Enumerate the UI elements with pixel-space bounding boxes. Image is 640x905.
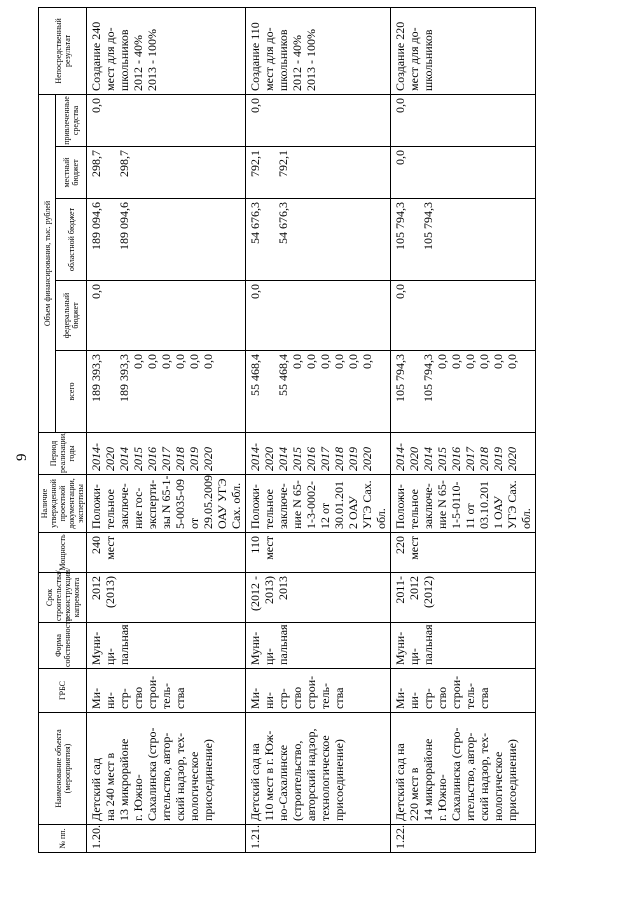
cell-line: Сах. обл. xyxy=(229,482,243,529)
cell-federal xyxy=(391,281,536,351)
cell-capacity xyxy=(391,533,536,573)
cell-private xyxy=(391,94,536,146)
cell-line: ства xyxy=(332,687,346,709)
cell-line: мест для до- xyxy=(407,27,421,91)
header-federal: федеральный бюджет xyxy=(56,281,87,351)
cell-line: 2013) xyxy=(262,576,276,604)
cell-line: 2019 xyxy=(346,447,360,471)
cell-line: школьников xyxy=(276,29,290,91)
cell-line: Детский сад на xyxy=(393,743,407,821)
cell-federal xyxy=(87,281,246,351)
cell-line: 220 xyxy=(393,536,407,554)
header-regional: областной бюджет xyxy=(56,199,87,281)
cell-line: 2020 xyxy=(505,447,519,471)
table-row xyxy=(391,7,536,852)
cell-line: строи- xyxy=(304,675,318,709)
cell-line: ци- xyxy=(103,648,117,665)
page-number: 9 xyxy=(14,453,30,461)
cell-local xyxy=(391,147,536,199)
cell-line: пальная xyxy=(421,624,435,665)
cell-line: 2014 xyxy=(421,447,435,471)
cell-line: г. Южно- xyxy=(435,774,449,821)
cell-line: 1 ОАУ xyxy=(491,495,505,529)
cell-line: строи- xyxy=(449,675,463,709)
cell-line: 54 676,3 xyxy=(248,202,262,244)
cell-line xyxy=(407,354,421,429)
cell-line: 29.05.2009 xyxy=(201,475,215,529)
cell-result xyxy=(391,7,536,94)
header-term: Срок строительства/реконструкции/капремонта xyxy=(39,573,87,623)
cell-name xyxy=(391,713,536,825)
header-num: № пп. xyxy=(39,825,87,853)
cell-line: тель- xyxy=(159,682,173,709)
cell-num: 1.21. xyxy=(246,825,391,853)
header-result: Непосредственный результат xyxy=(39,7,87,94)
cell-line xyxy=(262,202,276,277)
cell-term xyxy=(87,573,246,623)
cell-line: ОАУ УГЭ xyxy=(215,478,229,529)
cell-line: 1-5-0110- xyxy=(449,481,463,529)
table-row xyxy=(87,7,246,852)
cell-line: 2014 xyxy=(276,447,290,471)
cell-total xyxy=(391,351,536,433)
cell-grbs xyxy=(391,669,536,713)
cell-line: 0,0 xyxy=(332,354,346,369)
cell-line: ние N 65- xyxy=(435,480,449,529)
cell-line xyxy=(103,150,117,195)
cell-private xyxy=(246,94,391,146)
cell-line: 2020 xyxy=(407,447,421,471)
header-private: привлеченные средства xyxy=(56,94,87,146)
cell-line: 2 ОАУ xyxy=(346,495,360,529)
cell-form xyxy=(391,623,536,669)
cell-line: мест xyxy=(262,536,276,560)
cell-line: 0,0 xyxy=(89,284,103,299)
cell-private xyxy=(87,94,246,146)
cell-line: мест xyxy=(407,536,421,560)
cell-line: ни- xyxy=(103,692,117,709)
cell-line: Положи- xyxy=(393,484,407,529)
cell-form xyxy=(246,623,391,669)
cell-line: 2015 xyxy=(435,447,449,471)
cell-line: 2020 xyxy=(103,447,117,471)
cell-line: 2013 - 100% xyxy=(304,28,318,91)
cell-line xyxy=(103,202,117,277)
cell-line: мест для до- xyxy=(103,27,117,91)
cell-line: 0,0 xyxy=(304,354,318,369)
cell-line: 189 393,3 xyxy=(89,354,103,402)
cell-line: присоединение) xyxy=(332,739,346,821)
cell-line: 105 794,3 xyxy=(421,202,435,250)
cell-line: обл. xyxy=(519,508,533,529)
cell-line: 2018 xyxy=(332,447,346,471)
header-capacity: Мощность xyxy=(39,533,87,573)
cell-total xyxy=(246,351,391,433)
cell-line: 189 393,3 xyxy=(117,354,131,402)
cell-form xyxy=(87,623,246,669)
cell-line: 30.01.201 xyxy=(332,481,346,529)
cell-line: ство xyxy=(131,686,145,709)
cell-line: 0,0 xyxy=(159,354,173,369)
cell-line: 0,0 xyxy=(505,354,519,369)
cell-line: школьников xyxy=(421,29,435,91)
cell-regional xyxy=(391,199,536,281)
cell-line: 0,0 xyxy=(145,354,159,369)
cell-line: УГЭ Сах. xyxy=(360,480,374,529)
cell-num: 1.20. xyxy=(87,825,246,853)
cell-line: 105 794,3 xyxy=(393,354,407,402)
cell-line: ский надзор, тех- xyxy=(477,732,491,821)
cell-line: 0,0 xyxy=(131,354,145,369)
cell-line: присоединение) xyxy=(201,739,215,821)
cell-line: Ми- xyxy=(248,687,262,709)
cell-line: ни- xyxy=(407,692,421,709)
cell-line: 2020 xyxy=(201,447,215,471)
cell-line: 03.10.201 xyxy=(477,481,491,529)
cell-line: УГЭ Сах. xyxy=(505,480,519,529)
cell-result xyxy=(246,7,391,94)
cell-line: Детский сад xyxy=(89,758,103,821)
cell-line: Сахалинска (стро- xyxy=(449,727,463,821)
cell-line: 105 794,3 xyxy=(421,354,435,402)
cell-local xyxy=(246,147,391,199)
cell-line: стр- xyxy=(276,688,290,709)
cell-period xyxy=(87,433,246,475)
cell-local xyxy=(87,147,246,199)
cell-line: ства xyxy=(477,687,491,709)
header-row xyxy=(39,7,56,852)
cell-docs xyxy=(246,475,391,533)
cell-capacity xyxy=(87,533,246,573)
cell-line: Положи- xyxy=(248,484,262,529)
cell-result xyxy=(87,7,246,94)
cell-line: 2012 xyxy=(89,576,103,600)
cell-line: Создание 110 xyxy=(248,22,262,91)
cell-name xyxy=(87,713,246,825)
cell-line: 2016 xyxy=(449,447,463,471)
cell-line: (2012 - xyxy=(248,576,262,611)
cell-line: 2015 xyxy=(290,447,304,471)
cell-line: пальная xyxy=(276,624,290,665)
cell-line: 0,0 xyxy=(463,354,477,369)
cell-line: 0,0 xyxy=(393,150,407,165)
cell-line: 54 676,3 xyxy=(276,202,290,244)
cell-line: 2014- xyxy=(393,443,407,471)
cell-grbs xyxy=(87,669,246,713)
cell-num: 1.22. xyxy=(391,825,536,853)
cell-line: технологическое xyxy=(318,735,332,821)
cell-line xyxy=(262,150,276,195)
cell-period xyxy=(391,433,536,475)
cell-line: мест xyxy=(103,536,117,560)
cell-line: 0,0 xyxy=(346,354,360,369)
cell-line: 2015 xyxy=(131,447,145,471)
cell-line: 2019 xyxy=(187,447,201,471)
header-name: Наименование объекта (мероприятия) xyxy=(39,713,87,825)
cell-line: заключе- xyxy=(117,483,131,529)
cell-line: 5-0035-09 xyxy=(173,479,187,529)
header-local: местный бюджет xyxy=(56,147,87,199)
cell-line: 0,0 xyxy=(449,354,463,369)
cell-line: 12 от xyxy=(318,502,332,529)
cell-line: г. Южно- xyxy=(131,774,145,821)
cell-line: от xyxy=(187,517,201,529)
cell-line: 11 от xyxy=(463,503,477,529)
cell-line: 0,0 xyxy=(248,284,262,299)
cell-line: 2011- xyxy=(393,576,407,604)
cell-line: Создание 220 xyxy=(393,21,407,91)
cell-line: 55 468,4 xyxy=(248,354,262,396)
cell-regional xyxy=(87,199,246,281)
cell-line: мест для до- xyxy=(262,27,276,91)
cell-line: 2012 - 40% xyxy=(290,34,304,91)
cell-line: ительство, автор- xyxy=(159,732,173,821)
cell-line: 2017 xyxy=(463,447,477,471)
cell-line: тельное xyxy=(262,489,276,529)
cell-line: заключе- xyxy=(421,483,435,529)
cell-line: 2014 xyxy=(117,447,131,471)
cell-line: тельное xyxy=(103,489,117,529)
cell-term xyxy=(246,573,391,623)
funding-table xyxy=(38,7,536,853)
cell-line: ние гос- xyxy=(131,487,145,529)
cell-docs xyxy=(87,475,246,533)
cell-line: 0,0 xyxy=(491,354,505,369)
cell-line: Положи- xyxy=(89,484,103,529)
cell-line: 0,0 xyxy=(393,97,407,113)
cell-line: 0,0 xyxy=(290,354,304,369)
cell-line xyxy=(103,354,117,429)
cell-name xyxy=(246,713,391,825)
cell-line: 0,0 xyxy=(89,97,103,113)
cell-line xyxy=(262,354,276,429)
cell-line: 1-3-0002- xyxy=(304,481,318,529)
cell-line: 2018 xyxy=(477,447,491,471)
cell-line: (2013) xyxy=(103,576,117,608)
cell-line: 189 094,6 xyxy=(117,202,131,250)
cell-line: нологическое xyxy=(491,751,505,821)
cell-line: авторский надзор, xyxy=(304,728,318,821)
cell-line: Ми- xyxy=(89,687,103,709)
cell-line: 2020 xyxy=(360,447,374,471)
header-grbs: ГРБС xyxy=(39,669,87,713)
cell-line: Муни- xyxy=(248,631,262,665)
cell-line: Ми- xyxy=(393,687,407,709)
cell-period xyxy=(246,433,391,475)
cell-line: 240 xyxy=(89,536,103,554)
cell-line: 189 094,6 xyxy=(89,202,103,250)
cell-line: 105 794,3 xyxy=(393,202,407,250)
cell-line xyxy=(407,202,421,277)
cell-capacity xyxy=(246,533,391,573)
cell-line: ство xyxy=(435,686,449,709)
cell-line: Муни- xyxy=(89,631,103,665)
cell-line: ние N 65- xyxy=(290,480,304,529)
cell-line: ци- xyxy=(262,648,276,665)
cell-line: 2016 xyxy=(145,447,159,471)
cell-line: 0,0 xyxy=(187,354,201,369)
cell-line: стр- xyxy=(117,688,131,709)
cell-line: нологическое xyxy=(187,751,201,821)
cell-line: 2017 xyxy=(318,447,332,471)
cell-line: 2018 xyxy=(173,447,187,471)
header-funding: Объем финансирования, тыс. рублей xyxy=(39,94,56,432)
cell-line: 2014- xyxy=(248,443,262,471)
cell-line: Сахалинска (стро- xyxy=(145,727,159,821)
cell-line: эксперти- xyxy=(145,479,159,529)
cell-line: тельное xyxy=(407,489,421,529)
cell-line: 0,0 xyxy=(318,354,332,369)
cell-line: 792,1 xyxy=(248,150,262,177)
cell-line: ский надзор, тех- xyxy=(173,732,187,821)
cell-line: 2013 - 100% xyxy=(145,28,159,91)
cell-line: 55 468,4 xyxy=(276,354,290,396)
header-docs: Наличие утвержденной проектной документации, экспертизы xyxy=(39,475,87,533)
cell-line: 2020 xyxy=(262,447,276,471)
cell-line: стр- xyxy=(421,688,435,709)
cell-line: 110 xyxy=(248,536,262,554)
cell-line: 298,7 xyxy=(89,150,103,177)
cell-line: (2012) xyxy=(421,576,435,608)
cell-line: 298,7 xyxy=(117,150,131,177)
cell-line: 2019 xyxy=(491,447,505,471)
cell-line: 0,0 xyxy=(360,354,374,369)
cell-line: 2016 xyxy=(304,447,318,471)
header-form: Форма собственности xyxy=(39,623,87,669)
cell-line: 792,1 xyxy=(276,150,290,177)
cell-line: заключе- xyxy=(276,483,290,529)
cell-line: 0,0 xyxy=(477,354,491,369)
cell-line: тель- xyxy=(318,682,332,709)
cell-term xyxy=(391,573,536,623)
cell-grbs xyxy=(246,669,391,713)
cell-line: но-Сахалинске xyxy=(276,744,290,821)
header-total: всего xyxy=(56,351,87,433)
cell-line: школьников xyxy=(117,29,131,91)
cell-line: ци- xyxy=(407,648,421,665)
cell-line: 0,0 xyxy=(435,354,449,369)
header-period: Период реализации, годы xyxy=(39,433,87,475)
cell-line: 0,0 xyxy=(248,97,262,113)
cell-line: ство xyxy=(290,686,304,709)
cell-line: тель- xyxy=(463,682,477,709)
cell-line: строи- xyxy=(145,675,159,709)
cell-line: 2017 xyxy=(159,447,173,471)
cell-line: 0,0 xyxy=(393,284,407,299)
cell-line: 2012 - 40% xyxy=(131,34,145,91)
cell-line: Детский сад на xyxy=(248,743,262,821)
cell-line: зы N 65-1- xyxy=(159,475,173,529)
cell-line: 14 микрорайоне xyxy=(421,738,435,821)
cell-line: 110 мест в г. Юж- xyxy=(262,730,276,821)
cell-line: 2014- xyxy=(89,443,103,471)
cell-regional xyxy=(246,199,391,281)
table-row xyxy=(246,7,391,852)
cell-line: 0,0 xyxy=(173,354,187,369)
cell-line: 220 мест в xyxy=(407,767,421,821)
cell-line: ни- xyxy=(262,692,276,709)
cell-line: ства xyxy=(173,687,187,709)
cell-line: 0,0 xyxy=(201,354,215,369)
cell-line: 13 микрорайоне xyxy=(117,738,131,821)
cell-total xyxy=(87,351,246,433)
cell-line: обл. xyxy=(374,508,388,529)
cell-docs xyxy=(391,475,536,533)
cell-line: Создание 240 xyxy=(89,21,103,91)
cell-line: (строительство, xyxy=(290,740,304,821)
cell-line: Муни- xyxy=(393,631,407,665)
cell-line: на 240 мест в xyxy=(103,752,117,821)
cell-line: пальная xyxy=(117,624,131,665)
cell-line: 2012 xyxy=(407,576,421,600)
cell-line: 2013 xyxy=(276,576,290,600)
cell-line: ительство, автор- xyxy=(463,732,477,821)
cell-federal xyxy=(246,281,391,351)
cell-line: присоединение) xyxy=(505,739,519,821)
